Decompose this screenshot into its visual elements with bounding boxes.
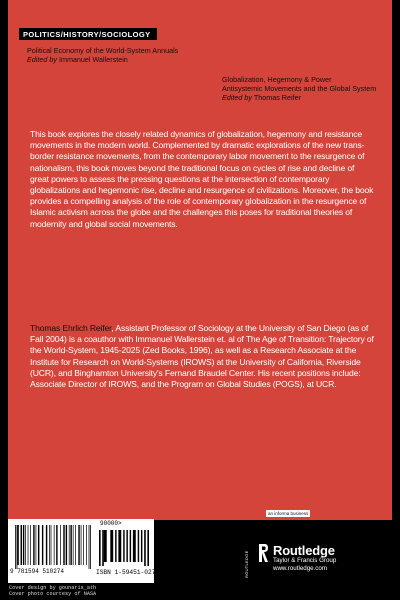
addon-bar bbox=[130, 530, 131, 562]
ean-guard bbox=[90, 525, 91, 569]
book-title: Globalization, Hegemony & Power bbox=[222, 75, 332, 84]
barcode-box bbox=[8, 519, 163, 583]
isbn-number: ISBN 1-59451-027-X bbox=[96, 569, 163, 576]
addon-guard bbox=[99, 530, 101, 566]
addon-barcode bbox=[98, 530, 150, 566]
series-info bbox=[27, 47, 178, 65]
ean-bar bbox=[73, 525, 74, 565]
book-editor-line bbox=[222, 93, 388, 102]
addon-bar bbox=[123, 530, 124, 562]
addon-guard bbox=[147, 530, 149, 566]
book-description: This book explores the closely related dynamics of globalization, hegemony and resistance movements in the modern world. Complemented by dramatic explorations of the new trans-border resistance movements, from the contemporary labor movement to the resurgence of nationalism, this book moves beyond the traditional focus on cycles of rise and decline of great powers to assess the pressing questions at the intersection of contemporary globalizations and hegemonic rise, decline and resurgence of civilizations. Moreover, the book provides a compelling analysis of the role of contemporary globalization in the resurgence of Islamic activism across the globe and the challenges this poses for traditional theories of modernity and global social movements. bbox=[30, 129, 374, 229]
photo-credit: Cover photo courtesy of NASA bbox=[9, 591, 97, 598]
ean-bar bbox=[83, 525, 84, 565]
ean-bar bbox=[46, 525, 47, 565]
addon-guard bbox=[102, 530, 104, 566]
publisher-spine-text: ROUTLEDGE bbox=[244, 550, 249, 578]
ean-bar bbox=[49, 525, 50, 565]
ean-bars bbox=[14, 525, 92, 569]
cover-credits bbox=[9, 585, 96, 598]
author-name: Thomas Ehrlich Reifer bbox=[30, 323, 112, 333]
ean-bar bbox=[51, 525, 52, 565]
addon-bar bbox=[138, 530, 139, 562]
ean-bar bbox=[56, 525, 57, 565]
publisher-group: Taylor & Francis Group bbox=[273, 557, 337, 564]
publisher-brand bbox=[273, 544, 336, 572]
book-titles bbox=[222, 75, 388, 102]
routledge-logo-icon bbox=[257, 542, 269, 564]
series-editor: Immanuel Wallerstein bbox=[56, 54, 128, 64]
informa-tagline: an informa business bbox=[268, 511, 309, 516]
addon-bar bbox=[133, 530, 136, 562]
ean-bar bbox=[70, 525, 71, 565]
ean-bar bbox=[81, 525, 82, 565]
ean-bar bbox=[66, 525, 67, 565]
ean-bar bbox=[69, 525, 70, 565]
ean-bar bbox=[33, 525, 34, 565]
ean-bar bbox=[30, 525, 31, 565]
ean-bar bbox=[78, 525, 79, 565]
author-bio-text: , Assistant Professor of Sociology at the University of San Diego (as of Fall 2004) is a coauthor with Immanuel Wallerstein et. al of The Age of Transition: Trajectory of the World-System, 1945-2025 (Zed Books, 1996), as well as a Research Associate at the Institute for Research on World-Systems (IROWS) at the University of California, Riverside (UCR), and Binghamton University's Fernand Braudel Center. His recent positions include: Associate Director of IROWS, and the Program on Global Studies (POGS), at UCR. bbox=[30, 323, 374, 390]
publisher-name: Routledge bbox=[273, 543, 335, 558]
ean-bar bbox=[60, 525, 61, 565]
addon-bar bbox=[126, 530, 127, 562]
ean-number: 9 781594 510274 bbox=[10, 568, 65, 575]
addon-number: 90000> bbox=[100, 520, 122, 527]
ean-barcode bbox=[14, 525, 92, 569]
book-subtitle: Antisystemic Movements and the Global System bbox=[222, 84, 377, 93]
addon-bar bbox=[115, 530, 116, 562]
series-editor-line bbox=[27, 56, 178, 65]
ean-bar bbox=[38, 525, 39, 565]
ean-bar bbox=[63, 525, 64, 565]
addon-bar bbox=[104, 530, 107, 562]
ean-bar bbox=[17, 525, 18, 565]
publisher-url: www.routledge.com bbox=[273, 565, 327, 572]
addon-bar bbox=[110, 530, 113, 562]
ean-bar bbox=[75, 525, 76, 565]
ean-bar bbox=[23, 525, 24, 565]
category-label: POLITICS/HISTORY/SOCIOLOGY bbox=[19, 28, 157, 40]
addon-guard bbox=[144, 530, 146, 566]
series-name: Political Economy of the World-System Annuals bbox=[27, 46, 179, 55]
ean-guard bbox=[15, 525, 16, 569]
addon-bars bbox=[98, 530, 150, 566]
ean-bar bbox=[21, 525, 22, 565]
book-editor: Thomas Reifer bbox=[251, 93, 301, 102]
ean-bar bbox=[54, 525, 55, 565]
addon-bar bbox=[141, 530, 142, 562]
book-editor-prefix: Edited by bbox=[222, 93, 252, 102]
ean-guard bbox=[17, 525, 18, 569]
ean-bar bbox=[36, 525, 37, 565]
author-bio bbox=[30, 323, 375, 390]
addon-bar bbox=[118, 530, 121, 562]
ean-bar bbox=[28, 525, 29, 565]
design-credit: Cover design by gounaris_ath bbox=[9, 585, 97, 591]
ean-guard bbox=[89, 525, 90, 569]
series-editor-prefix: Edited by bbox=[27, 54, 57, 64]
ean-bar bbox=[25, 525, 26, 565]
ean-bar bbox=[86, 525, 87, 565]
ean-bar bbox=[42, 525, 43, 565]
